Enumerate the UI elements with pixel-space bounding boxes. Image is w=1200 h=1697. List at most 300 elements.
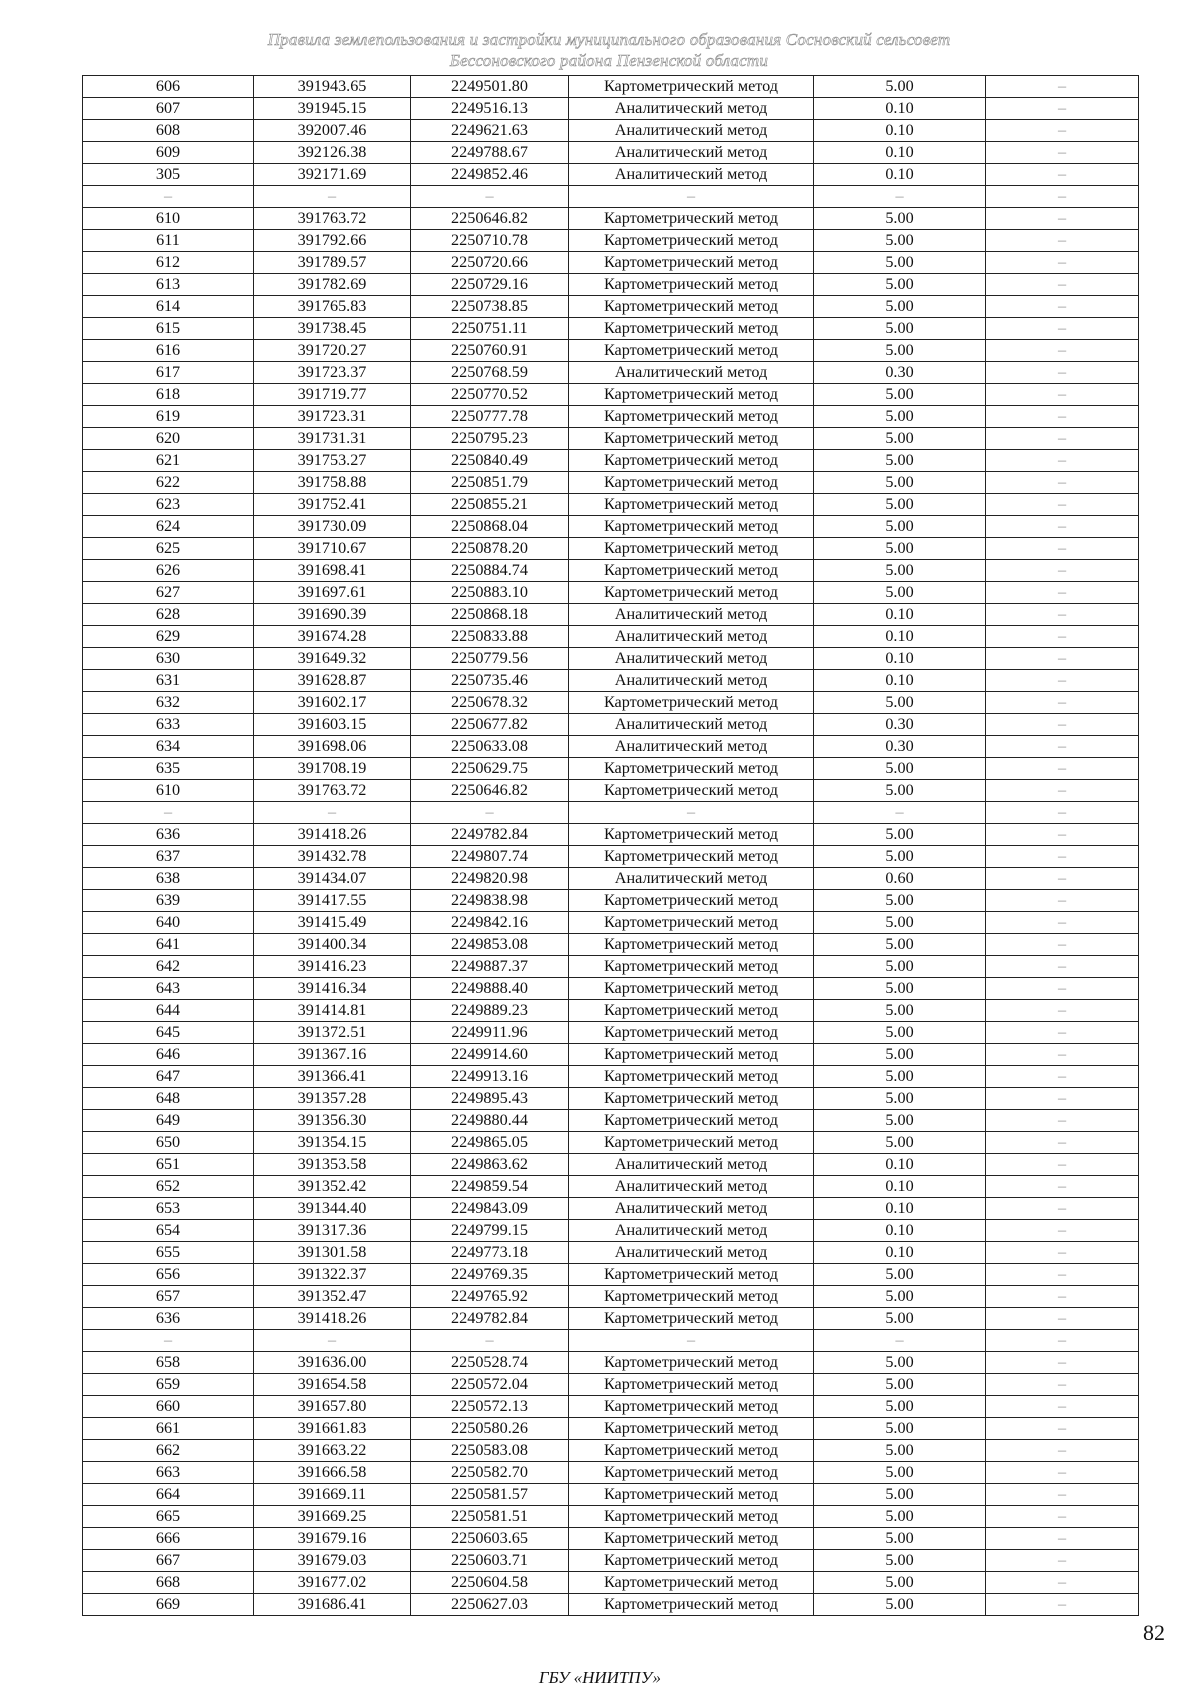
x-coordinate-cell: 391628.87 [254,670,411,692]
y-coordinate-cell: 2249807.74 [411,846,569,868]
table-row [83,1198,1139,1220]
method-cell: Картометрический метод [569,560,814,582]
accuracy-cell: 0.30 [814,362,986,384]
point-number-cell: 636 [83,1308,254,1330]
point-number-cell: 652 [83,1176,254,1198]
x-coordinate-cell: 391763.72 [254,780,411,802]
x-coordinate-cell: 391669.25 [254,1506,411,1528]
point-number-cell: 661 [83,1418,254,1440]
x-coordinate-cell: 391677.02 [254,1572,411,1594]
separator-row [83,1330,1139,1352]
y-coordinate-cell: 2250738.85 [411,296,569,318]
accuracy-cell: 5.00 [814,692,986,714]
y-coordinate-cell: 2249865.05 [411,1132,569,1154]
y-coordinate-cell: 2249773.18 [411,1242,569,1264]
description-cell: – [986,1088,1139,1110]
y-coordinate-cell: 2250779.56 [411,648,569,670]
table-row [83,384,1139,406]
y-coordinate-cell: 2249516.13 [411,98,569,120]
method-cell: Аналитический метод [569,714,814,736]
method-cell: Картометрический метод [569,912,814,934]
y-coordinate-cell: 2250710.78 [411,230,569,252]
x-coordinate-cell: 391354.15 [254,1132,411,1154]
separator-cell: – [986,802,1139,824]
y-coordinate-cell: 2250777.78 [411,406,569,428]
y-coordinate-cell: 2250603.65 [411,1528,569,1550]
method-cell: Картометрический метод [569,978,814,1000]
accuracy-cell: 5.00 [814,1066,986,1088]
table-row [83,1044,1139,1066]
x-coordinate-cell: 391738.45 [254,318,411,340]
method-cell: Аналитический метод [569,1198,814,1220]
y-coordinate-cell: 2250603.71 [411,1550,569,1572]
y-coordinate-cell: 2250633.08 [411,736,569,758]
accuracy-cell: 5.00 [814,296,986,318]
table-row [83,1396,1139,1418]
table-row [83,274,1139,296]
description-cell: – [986,406,1139,428]
y-coordinate-cell: 2249863.62 [411,1154,569,1176]
description-cell: – [986,1484,1139,1506]
accuracy-cell: 5.00 [814,1022,986,1044]
accuracy-cell: 5.00 [814,824,986,846]
method-cell: Аналитический метод [569,362,814,384]
table-row [83,648,1139,670]
y-coordinate-cell: 2250528.74 [411,1352,569,1374]
page-footer: ГБУ «НИИТПУ» [538,1668,662,1687]
y-coordinate-cell: 2249820.98 [411,868,569,890]
y-coordinate-cell: 2250581.57 [411,1484,569,1506]
table-row [83,406,1139,428]
table-row [83,76,1139,98]
separator-cell: – [569,186,814,208]
accuracy-cell: 5.00 [814,1572,986,1594]
point-number-cell: 620 [83,428,254,450]
x-coordinate-cell: 391356.30 [254,1110,411,1132]
method-cell: Аналитический метод [569,736,814,758]
description-cell: – [986,648,1139,670]
method-cell: Картометрический метод [569,846,814,868]
y-coordinate-cell: 2250868.18 [411,604,569,626]
point-number-cell: 618 [83,384,254,406]
accuracy-cell: 0.10 [814,1242,986,1264]
separator-cell: – [986,1330,1139,1352]
coordinates-table-body [83,76,1139,1616]
method-cell: Картометрический метод [569,1308,814,1330]
x-coordinate-cell: 391603.15 [254,714,411,736]
point-number-cell: 642 [83,956,254,978]
table-row [83,714,1139,736]
accuracy-cell: 5.00 [814,1000,986,1022]
description-cell: – [986,1418,1139,1440]
point-number-cell: 659 [83,1374,254,1396]
method-cell: Картометрический метод [569,1000,814,1022]
table-row [83,604,1139,626]
x-coordinate-cell: 391352.42 [254,1176,411,1198]
separator-cell: – [254,186,411,208]
table-row [83,1066,1139,1088]
x-coordinate-cell: 391602.17 [254,692,411,714]
method-cell: Аналитический метод [569,1242,814,1264]
accuracy-cell: 0.10 [814,1154,986,1176]
method-cell: Картометрический метод [569,1264,814,1286]
table-row [83,1022,1139,1044]
method-cell: Картометрический метод [569,1286,814,1308]
method-cell: Картометрический метод [569,824,814,846]
point-number-cell: 625 [83,538,254,560]
point-number-cell: 638 [83,868,254,890]
y-coordinate-cell: 2249765.92 [411,1286,569,1308]
table-row [83,868,1139,890]
y-coordinate-cell: 2249782.84 [411,824,569,846]
method-cell: Картометрический метод [569,1550,814,1572]
accuracy-cell: 5.00 [814,1352,986,1374]
y-coordinate-cell: 2249889.23 [411,1000,569,1022]
point-number-cell: 611 [83,230,254,252]
method-cell: Аналитический метод [569,142,814,164]
x-coordinate-cell: 391698.06 [254,736,411,758]
table-row [83,1264,1139,1286]
method-cell: Аналитический метод [569,164,814,186]
method-cell: Аналитический метод [569,604,814,626]
method-cell: Картометрический метод [569,1462,814,1484]
point-number-cell: 610 [83,780,254,802]
y-coordinate-cell: 2250582.70 [411,1462,569,1484]
point-number-cell: 658 [83,1352,254,1374]
table-row [83,912,1139,934]
separator-row [83,186,1139,208]
x-coordinate-cell: 391719.77 [254,384,411,406]
method-cell: Картометрический метод [569,230,814,252]
description-cell: – [986,1374,1139,1396]
y-coordinate-cell: 2249799.15 [411,1220,569,1242]
x-coordinate-cell: 391943.65 [254,76,411,98]
method-cell: Аналитический метод [569,1176,814,1198]
description-cell: – [986,230,1139,252]
method-cell: Картометрический метод [569,1374,814,1396]
description-cell: – [986,978,1139,1000]
y-coordinate-cell: 2250878.20 [411,538,569,560]
table-row [83,538,1139,560]
point-number-cell: 631 [83,670,254,692]
method-cell: Аналитический метод [569,868,814,890]
separator-cell: – [254,802,411,824]
method-cell: Картометрический метод [569,692,814,714]
x-coordinate-cell: 391663.22 [254,1440,411,1462]
y-coordinate-cell: 2250678.32 [411,692,569,714]
accuracy-cell: 5.00 [814,450,986,472]
accuracy-cell: 5.00 [814,560,986,582]
table-row [83,582,1139,604]
method-cell: Аналитический метод [569,1220,814,1242]
point-number-cell: 619 [83,406,254,428]
description-cell: – [986,824,1139,846]
point-number-cell: 616 [83,340,254,362]
x-coordinate-cell: 391758.88 [254,472,411,494]
x-coordinate-cell: 391654.58 [254,1374,411,1396]
x-coordinate-cell: 392007.46 [254,120,411,142]
description-cell: – [986,1066,1139,1088]
accuracy-cell: 0.10 [814,142,986,164]
point-number-cell: 617 [83,362,254,384]
table-row [83,846,1139,868]
point-number-cell: 608 [83,120,254,142]
point-number-cell: 662 [83,1440,254,1462]
table-row [83,1352,1139,1374]
method-cell: Картометрический метод [569,406,814,428]
point-number-cell: 663 [83,1462,254,1484]
method-cell: Аналитический метод [569,626,814,648]
accuracy-cell: 5.00 [814,1132,986,1154]
description-cell: – [986,142,1139,164]
point-number-cell: 640 [83,912,254,934]
table-row [83,1484,1139,1506]
table-row [83,1132,1139,1154]
y-coordinate-cell: 2249843.09 [411,1198,569,1220]
separator-row [83,802,1139,824]
method-cell: Аналитический метод [569,670,814,692]
y-coordinate-cell: 2249769.35 [411,1264,569,1286]
table-row [83,1506,1139,1528]
accuracy-cell: 0.10 [814,98,986,120]
method-cell: Картометрический метод [569,934,814,956]
point-number-cell: 615 [83,318,254,340]
table-row [83,252,1139,274]
method-cell: Картометрический метод [569,516,814,538]
point-number-cell: 614 [83,296,254,318]
method-cell: Картометрический метод [569,956,814,978]
x-coordinate-cell: 391418.26 [254,1308,411,1330]
x-coordinate-cell: 391697.61 [254,582,411,604]
description-cell: – [986,1594,1139,1616]
point-number-cell: 607 [83,98,254,120]
table-row [83,494,1139,516]
table-row [83,1528,1139,1550]
separator-cell: – [569,1330,814,1352]
point-number-cell: 639 [83,890,254,912]
table-row [83,1572,1139,1594]
table-row [83,516,1139,538]
point-number-cell: 623 [83,494,254,516]
point-number-cell: 637 [83,846,254,868]
table-row [83,890,1139,912]
accuracy-cell: 5.00 [814,340,986,362]
y-coordinate-cell: 2249838.98 [411,890,569,912]
x-coordinate-cell: 391418.26 [254,824,411,846]
header-line-1: Правила землепользования и застройки муниципального образования Сосновский сельсовет [267,30,951,49]
accuracy-cell: 5.00 [814,1044,986,1066]
method-cell: Картометрический метод [569,472,814,494]
description-cell: – [986,516,1139,538]
point-number-cell: 609 [83,142,254,164]
table-row [83,318,1139,340]
x-coordinate-cell: 391301.58 [254,1242,411,1264]
page-header [80,29,1138,71]
x-coordinate-cell: 391708.19 [254,758,411,780]
y-coordinate-cell: 2250572.04 [411,1374,569,1396]
table-row [83,1000,1139,1022]
y-coordinate-cell: 2250729.16 [411,274,569,296]
accuracy-cell: 0.30 [814,714,986,736]
point-number-cell: 650 [83,1132,254,1154]
table-row [83,230,1139,252]
accuracy-cell: 5.00 [814,1506,986,1528]
description-cell: – [986,1264,1139,1286]
description-cell: – [986,626,1139,648]
description-cell: – [986,758,1139,780]
description-cell: – [986,318,1139,340]
x-coordinate-cell: 391720.27 [254,340,411,362]
x-coordinate-cell: 391666.58 [254,1462,411,1484]
description-cell: – [986,1462,1139,1484]
method-cell: Картометрический метод [569,1088,814,1110]
table-row [83,692,1139,714]
x-coordinate-cell: 391415.49 [254,912,411,934]
header-line-2: Бессоновского района Пензенской области [449,51,769,70]
point-number-cell: 655 [83,1242,254,1264]
method-cell: Аналитический метод [569,98,814,120]
y-coordinate-cell: 2249782.84 [411,1308,569,1330]
y-coordinate-cell: 2250868.04 [411,516,569,538]
point-number-cell: 641 [83,934,254,956]
point-number-cell: 305 [83,164,254,186]
accuracy-cell: 5.00 [814,758,986,780]
description-cell: – [986,736,1139,758]
x-coordinate-cell: 391792.66 [254,230,411,252]
y-coordinate-cell: 2250851.79 [411,472,569,494]
description-cell: – [986,296,1139,318]
y-coordinate-cell: 2250627.03 [411,1594,569,1616]
description-cell: – [986,362,1139,384]
point-number-cell: 632 [83,692,254,714]
description-cell: – [986,450,1139,472]
coordinates-table [82,75,1139,1616]
accuracy-cell: 5.00 [814,472,986,494]
accuracy-cell: 5.00 [814,1418,986,1440]
method-cell: Картометрический метод [569,1418,814,1440]
description-cell: – [986,340,1139,362]
accuracy-cell: 5.00 [814,1462,986,1484]
accuracy-cell: 5.00 [814,208,986,230]
description-cell: – [986,1572,1139,1594]
description-cell: – [986,1022,1139,1044]
table-row [83,340,1139,362]
description-cell: – [986,560,1139,582]
method-cell: Аналитический метод [569,648,814,670]
table-row [83,1550,1139,1572]
table-row [83,1308,1139,1330]
accuracy-cell: 5.00 [814,1308,986,1330]
x-coordinate-cell: 391686.41 [254,1594,411,1616]
method-cell: Аналитический метод [569,120,814,142]
method-cell: Картометрический метод [569,318,814,340]
x-coordinate-cell: 391649.32 [254,648,411,670]
y-coordinate-cell: 2250646.82 [411,208,569,230]
description-cell: – [986,1110,1139,1132]
separator-cell: – [814,186,986,208]
description-cell: – [986,252,1139,274]
y-coordinate-cell: 2250795.23 [411,428,569,450]
accuracy-cell: 5.00 [814,934,986,956]
point-number-cell: 665 [83,1506,254,1528]
x-coordinate-cell: 391661.83 [254,1418,411,1440]
accuracy-cell: 0.60 [814,868,986,890]
separator-cell: – [814,1330,986,1352]
description-cell: – [986,1352,1139,1374]
description-cell: – [986,1308,1139,1330]
description-cell: – [986,1440,1139,1462]
description-cell: – [986,494,1139,516]
point-number-cell: 664 [83,1484,254,1506]
separator-cell: – [83,1330,254,1352]
separator-cell: – [83,186,254,208]
x-coordinate-cell: 391679.16 [254,1528,411,1550]
method-cell: Картометрический метод [569,780,814,802]
method-cell: Картометрический метод [569,1396,814,1418]
point-number-cell: 657 [83,1286,254,1308]
x-coordinate-cell: 391765.83 [254,296,411,318]
point-number-cell: 645 [83,1022,254,1044]
description-cell: – [986,208,1139,230]
accuracy-cell: 0.10 [814,626,986,648]
description-cell: – [986,1242,1139,1264]
x-coordinate-cell: 391352.47 [254,1286,411,1308]
accuracy-cell: 5.00 [814,1528,986,1550]
x-coordinate-cell: 391669.11 [254,1484,411,1506]
x-coordinate-cell: 391710.67 [254,538,411,560]
method-cell: Картометрический метод [569,538,814,560]
y-coordinate-cell: 2250581.51 [411,1506,569,1528]
x-coordinate-cell: 391366.41 [254,1066,411,1088]
accuracy-cell: 0.30 [814,736,986,758]
table-row [83,1374,1139,1396]
accuracy-cell: 0.10 [814,1198,986,1220]
accuracy-cell: 0.10 [814,120,986,142]
method-cell: Картометрический метод [569,1506,814,1528]
table-row [83,1242,1139,1264]
point-number-cell: 612 [83,252,254,274]
x-coordinate-cell: 391698.41 [254,560,411,582]
method-cell: Картометрический метод [569,450,814,472]
table-row [83,780,1139,802]
accuracy-cell: 0.10 [814,164,986,186]
accuracy-cell: 5.00 [814,780,986,802]
description-cell: – [986,164,1139,186]
y-coordinate-cell: 2250760.91 [411,340,569,362]
description-cell: – [986,1044,1139,1066]
separator-cell: – [411,802,569,824]
x-coordinate-cell: 391317.36 [254,1220,411,1242]
accuracy-cell: 5.00 [814,582,986,604]
accuracy-cell: 5.00 [814,956,986,978]
separator-cell: – [411,1330,569,1352]
x-coordinate-cell: 391723.37 [254,362,411,384]
table-row [83,824,1139,846]
x-coordinate-cell: 391730.09 [254,516,411,538]
accuracy-cell: 5.00 [814,252,986,274]
y-coordinate-cell: 2250770.52 [411,384,569,406]
description-cell: – [986,890,1139,912]
table-row [83,450,1139,472]
table-row [83,98,1139,120]
method-cell: Картометрический метод [569,1132,814,1154]
accuracy-cell: 5.00 [814,494,986,516]
separator-cell: – [569,802,814,824]
y-coordinate-cell: 2250751.11 [411,318,569,340]
point-number-cell: 629 [83,626,254,648]
method-cell: Картометрический метод [569,428,814,450]
method-cell: Картометрический метод [569,1022,814,1044]
